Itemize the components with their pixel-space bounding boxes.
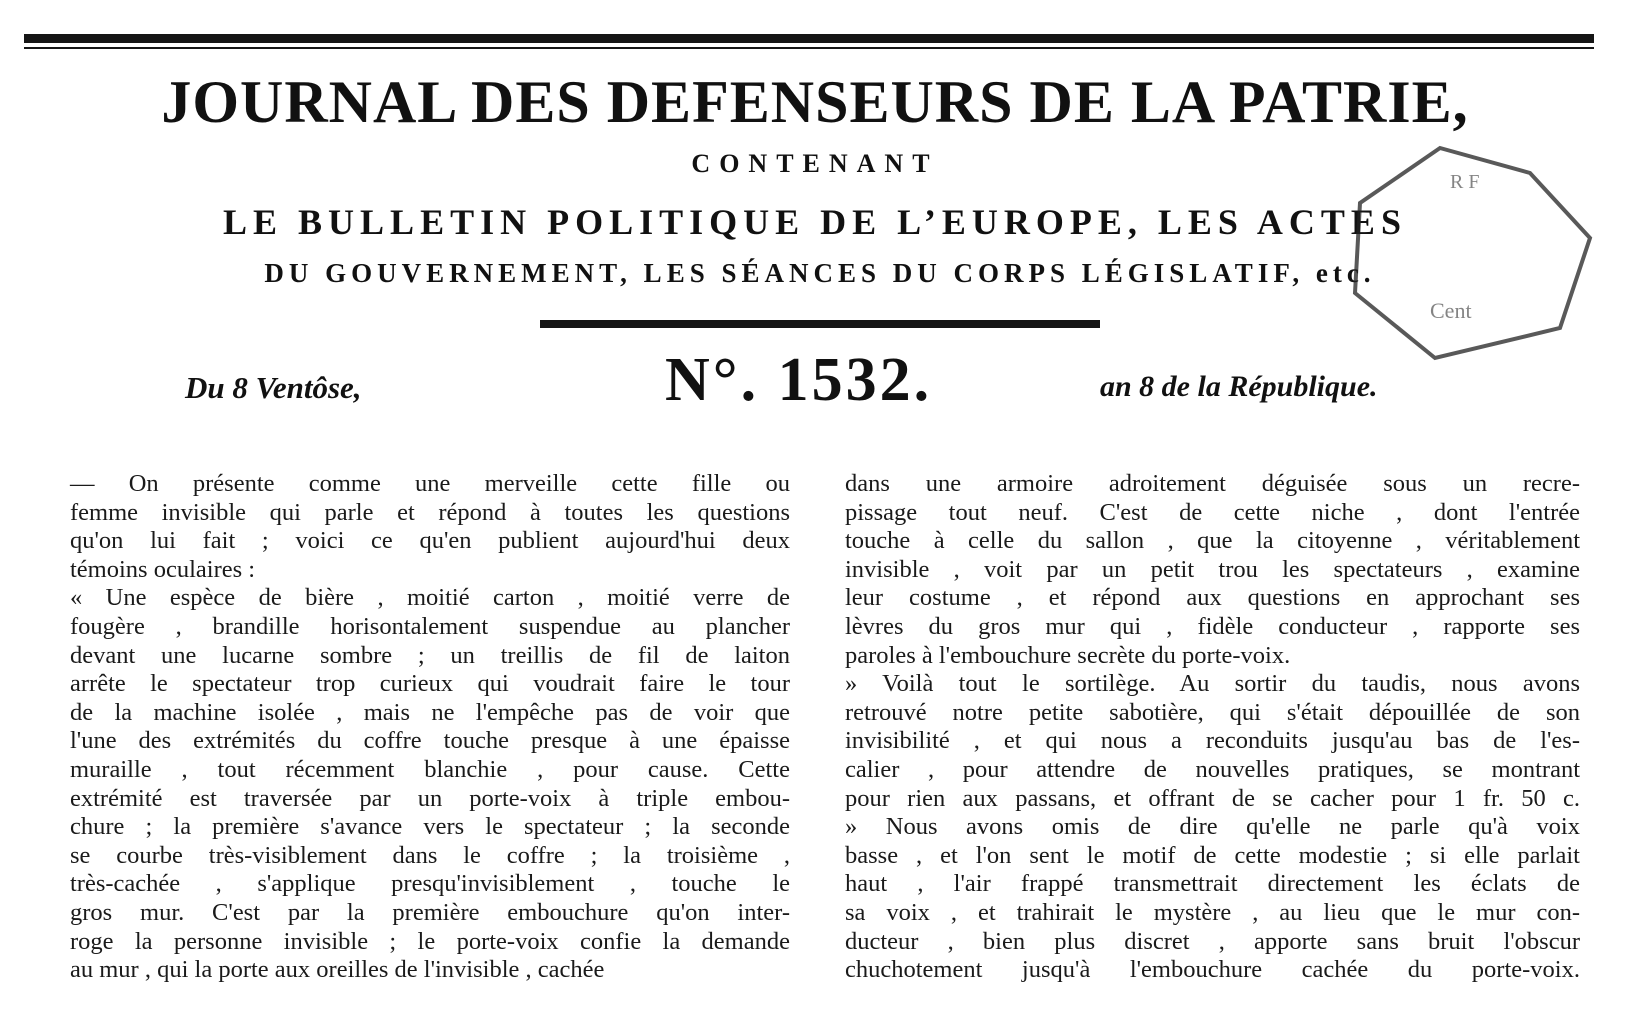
article-line: sa voix , et trahirait le mystère , au lieu que le mur con-	[845, 898, 1580, 926]
article-line: se courbe très-visiblement dans le coffre ; la troisième ,	[70, 841, 790, 869]
article-line: touche à celle du sallon , que la citoyenne , véritablement	[845, 527, 1580, 555]
subtitle-line-2: DU GOUVERNEMENT, LES SÉANCES DU CORPS LÉGISLATIF, etc.	[264, 258, 1376, 288]
subtitle-line-1: LE BULLETIN POLITIQUE DE L’EUROPE, LES ACTES	[223, 202, 1407, 242]
date-ventose: Du 8 Ventôse,	[185, 370, 362, 405]
article-line: très-cachée , s'applique presqu'invisiblement , touche le	[70, 870, 790, 898]
article-line: au mur , qui la porte aux oreilles de l'invisible , cachée	[70, 956, 605, 984]
issue-number: N°. 1532.	[665, 346, 933, 414]
article-line: — On présente comme une merveille cette fille ou	[70, 470, 790, 497]
article-line: paroles à l'embouchure secrète du porte-voix.	[845, 641, 1291, 669]
article-line: arrête le spectateur trop curieux qui voudrait faire le tour	[70, 670, 790, 698]
article-line: « Une espèce de bière , moitié carton , moitié verre de	[70, 584, 790, 612]
article-line: qu'on lui fait ; voici ce qu'en publient aujourd'hui deux	[70, 527, 790, 555]
article-line: pour rien aux passans, et offrant de se cacher pour 1 fr. 50 c.	[845, 784, 1580, 812]
article-line: roge la personne invisible ; le porte-voix confie la demande	[70, 927, 790, 955]
stamp-top-text: R F	[1450, 171, 1480, 193]
article-line: fougère , brandille horisontalement suspendue au plancher	[70, 612, 790, 640]
article-column-left	[70, 470, 790, 985]
article-line: pissage tout neuf. C'est de cette niche , dont l'entrée	[845, 498, 1580, 526]
article-line: extrémité est traversée par un porte-voix à triple embou-	[70, 784, 790, 812]
top-rule-thin	[24, 47, 1594, 49]
article-line: » Nous avons omis de dire qu'elle ne parle qu'à voix	[845, 813, 1580, 841]
article-line: dans une armoire adroitement déguisée sous un recre-	[845, 470, 1580, 497]
date-republic-year: an 8 de la République.	[1100, 370, 1378, 403]
article-line: muraille , tout récemment blanchie , pour cause. Cette	[70, 755, 790, 783]
article-line: femme invisible qui parle et répond à toutes les questions	[70, 498, 790, 526]
middle-rule	[540, 320, 1100, 328]
article-column-right	[845, 470, 1580, 985]
article-line: lèvres du gros mur qui , fidèle conducteur , rapporte ses	[845, 612, 1580, 640]
article-line: basse , et l'on sent le motif de cette modestie ; si elle parlait	[845, 841, 1580, 869]
article-line: chuchotement jusqu'à l'embouchure cachée du porte-voix.	[845, 956, 1580, 984]
article-line: chure ; la première s'avance vers le spectateur ; la seconde	[70, 813, 790, 841]
article-line: invisibilité , et qui nous a reconduits jusqu'au bas de l'es-	[845, 727, 1580, 755]
article-line: l'une des extrémités du coffre touche presque à une épaisse	[70, 727, 790, 755]
article-line: devant une lucarne sombre ; un treillis de fil de laiton	[70, 641, 790, 669]
article-line: retrouvé notre petite sabotière, qui s'était dépouillée de son	[845, 698, 1580, 726]
article-line: gros mur. C'est par la première embouchure qu'on inter-	[70, 898, 790, 926]
newspaper-title: JOURNAL DES DEFENSEURS DE LA PATRIE,	[161, 69, 1469, 135]
stamp-bottom-text: Cent	[1430, 298, 1472, 323]
article-line: » Voilà tout le sortilège. Au sortir du taudis, nous avons	[845, 670, 1580, 698]
article-line: de la machine isolée , mais ne l'empêche pas de voir que	[70, 698, 790, 726]
article-line: haut , l'air frappé transmettrait directement les éclats de	[845, 870, 1580, 898]
article-line: calier , pour attendre de nouvelles pratiques, se montrant	[845, 755, 1580, 783]
top-rule-thick	[24, 34, 1594, 43]
subtitle-contenant: CONTENANT	[691, 149, 939, 178]
article-line: témoins oculaires :	[70, 555, 256, 583]
article-line: ducteur , bien plus discret , apporte sans bruit l'obscur	[845, 927, 1580, 955]
article-line: invisible , voit par un petit trou les spectateurs , examine	[845, 555, 1580, 583]
hexagonal-stamp	[1340, 143, 1600, 373]
article-line: leur costume , et répond aux questions en approchant ses	[845, 584, 1580, 612]
